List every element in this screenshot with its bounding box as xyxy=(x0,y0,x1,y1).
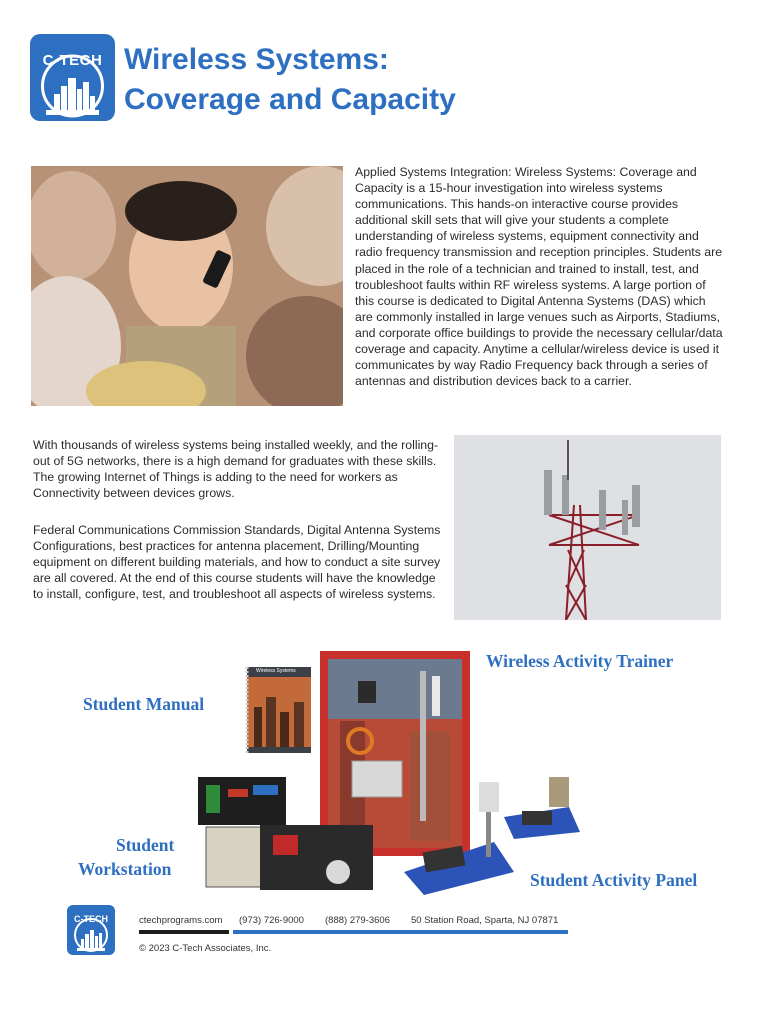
page-title xyxy=(124,40,456,120)
wireless-activity-trainer-label: Wireless Activity Trainer xyxy=(486,651,674,671)
ctech-logo xyxy=(30,34,115,121)
topics-paragraph: Federal Communications Commission Standards, Digital Antenna Systems Configurations, best practices for antenna placement, Drilling/Mounting equipment on different building materials, and how to conduct a site survey are all covered. At the end of this course students will have the knowledge to install, configure, test, and troubleshoot all aspects of wireless systems. xyxy=(33,523,441,602)
activity-panel-illustration xyxy=(404,777,580,895)
student-activity-panel-image xyxy=(404,777,580,895)
title-line-1: Wireless Systems: xyxy=(124,43,389,76)
student-workstation-label-line1: Student xyxy=(116,835,175,855)
student-workstation-label-line2: Workstation xyxy=(78,859,172,879)
intro-paragraph: Applied Systems Integration: Wireless Systems: Coverage and Capacity is a 15-hour investigation into wireless systems communications. This hands-on interactive course provides additional skill sets that will give your students a complete understanding of wireless systems, equipment connectivity and radio frequency transmission and reception principles. Students are placed in the role of a technician and trained to install, test, and troubleshoot faults within RF wireless systems. A large portion of this course is dedicated to Digital Antenna Systems (DAS) which are commonly installed in large venues such as Airports, Stadiums, and corporate office buildings to provide the necessary cellular/data coverage and capacity. Anytime a cellular/wireless device is used it communicates by way Radio Frequency back through a series of antennas and distribution devices back to a carrier. xyxy=(355,165,723,389)
footer-blue-bar xyxy=(233,930,568,934)
cell-tower-photo xyxy=(454,435,721,620)
footer-phone-1: (973) 726-9000 xyxy=(239,915,304,926)
footer-copyright: © 2023 C-Tech Associates, Inc. xyxy=(139,943,272,954)
footer-ctech-logo xyxy=(67,905,115,955)
cell-tower-illustration xyxy=(454,435,721,620)
student-manual-image xyxy=(244,667,312,753)
footer-address: 50 Station Road, Sparta, NJ 07871 xyxy=(411,915,559,926)
demand-paragraph: With thousands of wireless systems being installed weekly, and the rolling-out of 5G networks, there is a high demand for graduates with these skills. The growing Internet of Things is adding to the need for workers as Connectivity between devices grows. xyxy=(33,438,439,501)
footer-city-skyline-icon xyxy=(67,905,115,955)
manual-cover-title: Wireless Systems xyxy=(256,668,296,674)
city-skyline-icon xyxy=(30,34,115,121)
student-activity-panel-label: Student Activity Panel xyxy=(530,870,698,890)
title-line-2: Coverage and Capacity xyxy=(124,83,456,116)
student-manual-label: Student Manual xyxy=(83,694,205,714)
crowd-photo-illustration xyxy=(31,166,343,406)
footer-dark-bar xyxy=(139,930,229,934)
footer-logo-text: C-TECH xyxy=(74,914,108,924)
manual-book-illustration xyxy=(244,667,312,753)
footer-phone-2: (888) 279-3606 xyxy=(325,915,390,926)
footer-website: ctechprograms.com xyxy=(139,915,223,926)
student-workstation-image xyxy=(198,777,373,892)
crowd-on-phones-photo xyxy=(31,166,343,406)
logo-text: C-TECH xyxy=(42,52,103,69)
workstation-toolkit-illustration xyxy=(198,777,373,892)
